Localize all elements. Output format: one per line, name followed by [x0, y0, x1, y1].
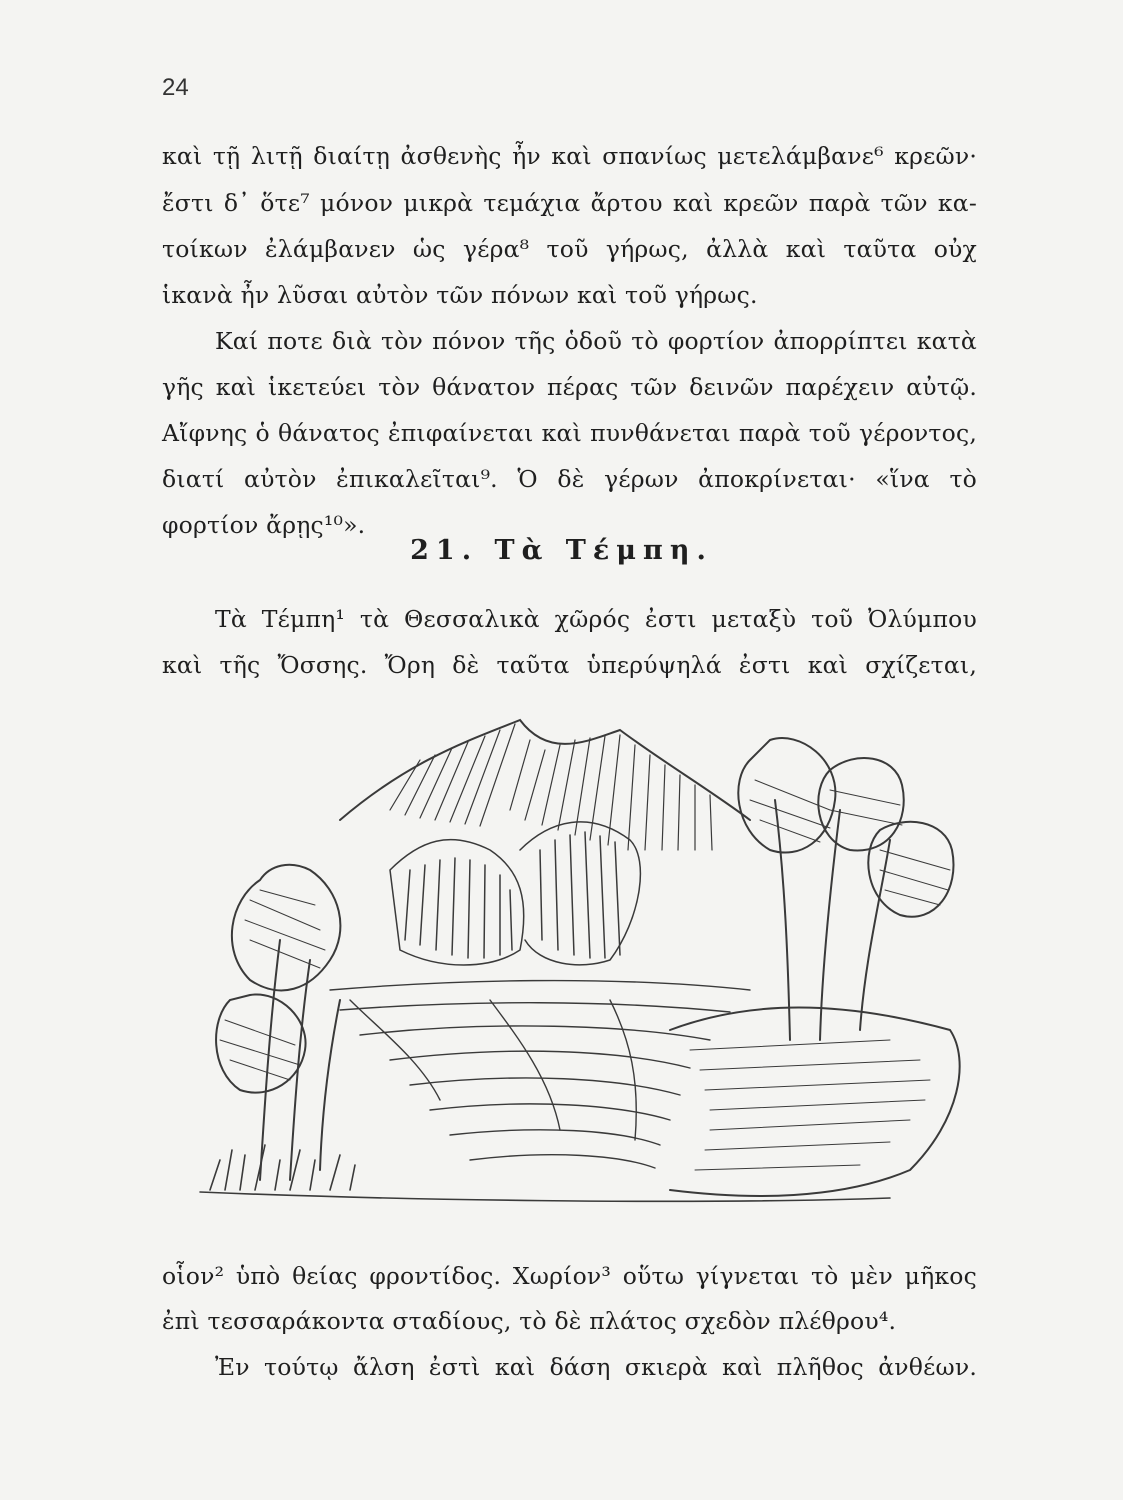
- text-line: οἷον² ὑπὸ θείας φροντίδος. Χωρίον³ οὕτω γίγνεται τὸ μὲν μῆκος: [162, 1262, 977, 1290]
- right-bank: [670, 1008, 960, 1196]
- text-line: Αἴφνης ὁ θάνατος ἐπιφαίνεται καὶ πυνθάνεται παρὰ τοῦ γέροντος,: [162, 419, 977, 447]
- river-water: [330, 981, 750, 1168]
- right-trees: [738, 738, 953, 1040]
- text-line: Καί ποτε διὰ τὸν πόνον τῆς ὁδοῦ τὸ φορτίον ἀπορρίπτει κατὰ: [215, 327, 977, 355]
- left-foliage-hatching: [220, 890, 325, 1080]
- section-heading: 21. Τὰ Τέμπη.: [410, 535, 713, 566]
- cliff-shading: [390, 822, 640, 965]
- text-line: γῆς καὶ ἱκετεύει τὸν θάνατον πέρας τῶν δεινῶν παρέχειν αὐτῷ.: [162, 373, 977, 401]
- text-line: ἔστι δ᾽ ὅτε⁷ μόνον μικρὰ τεμάχια ἄρτου καὶ κρεῶν παρὰ τῶν κα-: [162, 189, 977, 217]
- foreground-grass: [200, 1145, 890, 1201]
- landscape-illustration: [190, 700, 990, 1240]
- text-line: ἱκανὰ ἦν λῦσαι αὐτὸν τῶν πόνων καὶ τοῦ γήρως.: [162, 281, 758, 309]
- text-line: Τὰ Τέμπη¹ τὰ Θεσσαλικὰ χῶρός ἐστι μεταξὺ τοῦ Ὀλύμπου: [215, 605, 977, 633]
- text-line: διατί αὐτὸν ἐπικαλεῖται⁹. Ὁ δὲ γέρων ἀποκρίνεται· «ἵνα τὸ: [162, 465, 977, 493]
- page-number: 24: [162, 74, 189, 101]
- text-line: Ἐν τούτῳ ἄλση ἐστὶ καὶ δάση σκιερὰ καὶ πλῆθος ἀνθέων.: [215, 1353, 977, 1381]
- text-line: ἐπὶ τεσσαράκοντα σταδίους, τὸ δὲ πλάτος σχεδὸν πλέθρου⁴.: [162, 1307, 897, 1335]
- text-line: καὶ τῆς Ὄσσης. Ὄρη δὲ ταῦτα ὑπερύψηλά ἐστι καὶ σχίζεται,: [162, 651, 977, 679]
- text-line: καὶ τῇ λιτῇ διαίτῃ ἀσθενὴς ἦν καὶ σπανίως μετελάμβανε⁶ κρεῶν·: [162, 142, 977, 170]
- right-bank-hatching: [690, 1040, 930, 1170]
- text-line: τοίκων ἐλάμβανεν ὡς γέρα⁸ τοῦ γήρως, ἀλλὰ καὶ ταῦτα οὐχ: [162, 235, 977, 263]
- mountain-outline: [340, 720, 750, 820]
- text-line: φορτίον ἄρῃς¹⁰».: [162, 511, 366, 539]
